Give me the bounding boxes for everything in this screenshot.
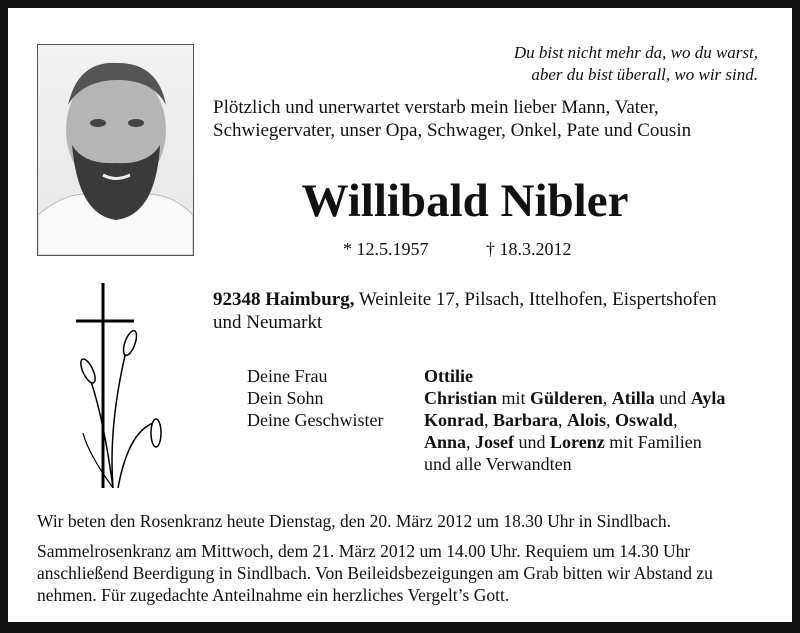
quote-line: Du bist nicht mehr da, wo du warst, <box>513 43 758 62</box>
relations-list <box>247 365 383 431</box>
family-line: Anna, Josef und Lorenz mit Familien <box>424 432 702 452</box>
address-line2: und Neumarkt <box>213 312 323 333</box>
birth-date: * 12.5.1957 <box>343 239 429 259</box>
funeral-line: anschließend Beerdigung in Sindlbach. Von Beileidsbezeigungen am Grab bitten wir Abstand zu <box>37 563 713 583</box>
family-name: Ottilie <box>424 366 473 386</box>
family-list <box>424 365 725 475</box>
address-rest: Weinleite 17, Pilsach, Ittelhofen, Eispertshofen <box>354 289 717 310</box>
deceased-name: Willibald Nibler <box>301 175 629 227</box>
intro-line: Schwiegervater, unser Opa, Schwager, Onkel, Pate und Cousin <box>213 120 692 141</box>
intro-text <box>213 96 691 142</box>
intro-line: Plötzlich und unerwartet verstarb mein lieber Mann, Vater, <box>213 97 659 118</box>
rosary-notice: Wir beten den Rosenkranz heute Dienstag, den 20. März 2012 um 18.30 Uhr in Sindlbach. <box>37 511 672 531</box>
relation-label: Deine Geschwister <box>247 410 384 430</box>
relation-label: Dein Sohn <box>247 388 324 408</box>
family-line: und alle Verwandten <box>424 454 572 474</box>
funeral-notice <box>37 540 713 606</box>
cross-wheat-icon <box>68 283 168 488</box>
funeral-line: Sammelrosenkranz am Mittwoch, dem 21. März 2012 um 14.00 Uhr. Requiem um 14.30 Uhr <box>37 541 691 561</box>
funeral-line: nehmen. Für zugedachte Anteilnahme ein herzliches Vergelt’s Gott. <box>37 585 510 605</box>
quote-line: aber du bist überall, wo wir sind. <box>531 65 758 84</box>
address <box>213 288 717 334</box>
family-line: Christian mit Gülderen, Atilla und Ayla <box>424 388 726 408</box>
family-line: Konrad, Barbara, Alois, Oswald, <box>424 410 678 430</box>
death-date: † 18.3.2012 <box>486 239 572 259</box>
address-town: 92348 Haimburg, <box>213 289 355 310</box>
memorial-quote <box>514 42 758 86</box>
relation-label: Deine Frau <box>247 366 328 386</box>
obituary-card <box>8 8 792 622</box>
